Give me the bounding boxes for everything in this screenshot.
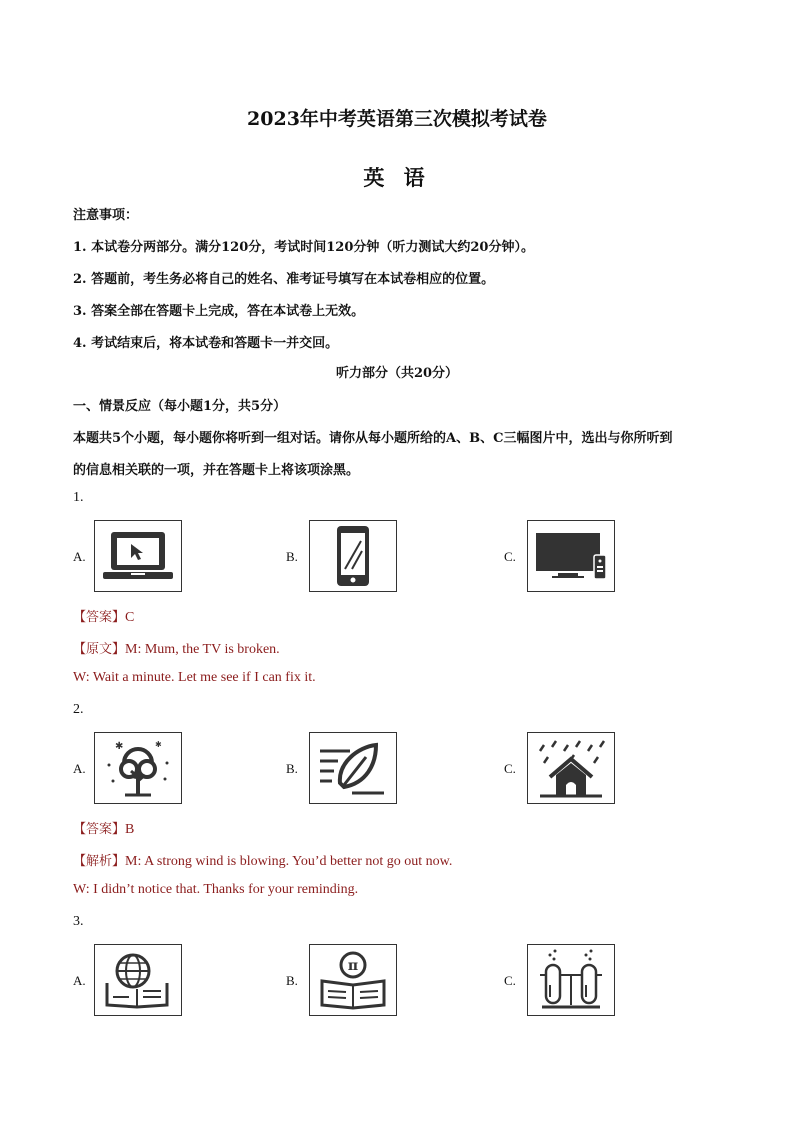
option-label: A.	[73, 761, 86, 776]
script-line: W: I didn’t notice that. Thanks for your reminding.	[73, 882, 359, 897]
option-image-c[interactable]	[527, 732, 615, 804]
option-image-c[interactable]	[527, 944, 615, 1016]
notice-item: 4. 考试结束后，将本试卷和答题卡一并交回。	[73, 336, 339, 351]
rain-house-icon	[528, 733, 614, 803]
option-label: A.	[73, 973, 86, 988]
smartphone-icon	[310, 521, 396, 591]
pi-book-icon	[310, 945, 396, 1015]
option-label: C.	[504, 549, 516, 564]
option-label: C.	[504, 973, 516, 988]
option-image-a[interactable]	[94, 732, 182, 804]
answer-value: C	[125, 610, 135, 625]
tv-icon	[528, 521, 614, 591]
option-label: C.	[504, 761, 516, 776]
script-tag: 【原文】	[73, 642, 126, 657]
laptop-icon	[95, 521, 181, 591]
option-label: B.	[286, 549, 298, 564]
answer-line	[73, 606, 134, 626]
listening-header: 听力部分（共20分）	[335, 366, 459, 381]
page-title: 2023年中考英语第三次模拟考试卷	[247, 108, 547, 130]
notice-item: 2. 答题前，考生务必将自己的姓名、准考证号填写在本试卷相应的位置。	[73, 272, 495, 287]
script-text: M: A strong wind is blowing. You’d better not go out now.	[125, 854, 453, 869]
notice-item: 3. 答案全部在答题卡上完成，答在本试卷上无效。	[73, 304, 365, 319]
option-label: B.	[286, 761, 298, 776]
script-text: M: Mum, the TV is broken.	[125, 642, 280, 657]
option-image-a[interactable]	[94, 944, 182, 1016]
question-number: 2.	[73, 702, 84, 717]
notice-heading: 注意事项：	[73, 208, 139, 223]
section-heading: 一、情景反应（每小题1分，共5分）	[73, 399, 287, 414]
option-image-a[interactable]	[94, 520, 182, 592]
script-line	[73, 850, 452, 870]
svg-text:✱: ✱	[115, 741, 124, 752]
answer-value: B	[125, 822, 135, 837]
option-image-b[interactable]	[309, 732, 397, 804]
section-intro: 的信息相关联的一项，并在答题卡上将该项涂黑。	[73, 463, 360, 478]
notice-item: 1. 本试卷分两部分。满分120分，考试时间120分钟（听力测试大约20分钟）。	[73, 240, 534, 255]
question-number: 3.	[73, 914, 84, 929]
answer-line	[73, 818, 134, 838]
script-line: W: Wait a minute. Let me see if I can fix it.	[73, 670, 316, 685]
svg-text:π: π	[347, 958, 359, 974]
section-intro: 本题共5个小题，每小题你将听到一组对话。请你从每小题所给的A、B、C三幅图片中，选出与你所听到	[73, 431, 673, 446]
subject-title: 英 语	[363, 165, 431, 190]
answer-tag: 【答案】	[73, 822, 126, 837]
option-label: A.	[73, 549, 86, 564]
script-tag: 【解析】	[73, 854, 126, 869]
svg-text:✱: ✱	[155, 740, 162, 749]
answer-tag: 【答案】	[73, 610, 126, 625]
tree-snow-icon	[95, 733, 181, 803]
question-number: 1.	[73, 490, 84, 505]
option-image-b[interactable]	[309, 944, 397, 1016]
option-image-b[interactable]	[309, 520, 397, 592]
globe-book-icon	[95, 945, 181, 1015]
wind-leaf-icon	[310, 733, 396, 803]
option-image-c[interactable]	[527, 520, 615, 592]
script-line	[73, 638, 280, 658]
option-label: B.	[286, 973, 298, 988]
test-tubes-icon	[528, 945, 614, 1015]
